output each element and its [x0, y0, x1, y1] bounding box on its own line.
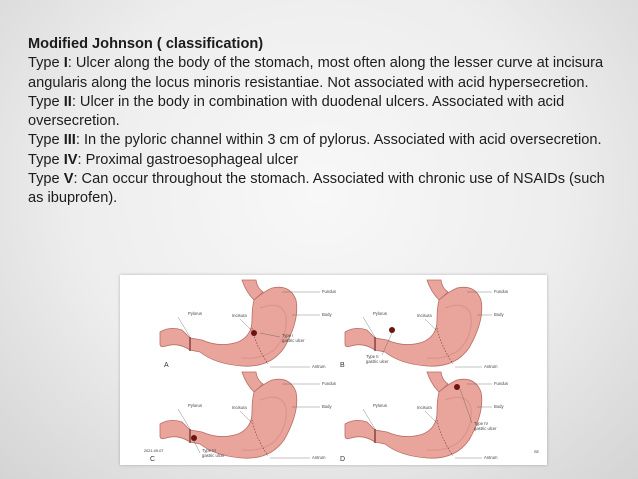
ulcer-type-label: Type I [282, 333, 294, 338]
slide-heading: Modified Johnson ( classification) [28, 36, 264, 52]
type-prefix: Type [28, 171, 64, 188]
body-label: Body [494, 404, 504, 409]
type-description: : Ulcer in the body in combination with duodenal ulcers. Associated with acid oversecretion. [28, 93, 565, 130]
panel-letter: A [164, 362, 169, 369]
type-5-item [28, 170, 618, 209]
pylorus-label: Pylorus [373, 311, 387, 316]
antrum-label: Antrum [484, 455, 498, 460]
ulcer-type-label-line2: gastric ulcer [202, 453, 225, 458]
panel-letter: C [150, 456, 156, 463]
type-description: : Can occur throughout the stomach. Associated with chronic use of NSAIDs (such as ibuprofen). [28, 171, 605, 207]
incisura-label: Incisura [232, 405, 247, 410]
panel-letter: D [340, 456, 346, 463]
pylorus-label: Pylorus [188, 403, 202, 408]
panel-letter: B [340, 362, 345, 369]
type-3-item [28, 131, 618, 150]
antrum-label: Antrum [312, 364, 326, 369]
type-numeral: III [63, 132, 76, 149]
ulcer-type-label-line2: gastric ulcer [282, 338, 305, 343]
corner-mark: SE [534, 450, 540, 454]
type-description: : Proximal gastroesophageal ulcer [77, 151, 299, 168]
type-prefix: Type [28, 132, 64, 149]
ulcer-marker-c [191, 435, 197, 441]
ulcer-type-label: Type II [366, 354, 379, 359]
pylorus-label: Pylorus [188, 311, 202, 316]
fundus-label: Fundus [322, 289, 336, 294]
type-1-item [28, 54, 618, 93]
fundus-label: Fundus [494, 381, 508, 386]
figure-svg [120, 275, 547, 465]
stomach-ulcer-figure [120, 275, 547, 465]
body-label: Body [494, 312, 504, 317]
type-prefix: Type [28, 151, 64, 168]
type-prefix: Type [28, 93, 64, 110]
figure-date-stamp: 2021-09-07 [144, 449, 164, 453]
fundus-label: Fundus [322, 381, 336, 386]
body-label: Body [322, 312, 332, 317]
stomach-d [345, 372, 482, 458]
stomach-c [160, 372, 297, 458]
panel-a [160, 280, 336, 369]
body-label: Body [322, 404, 332, 409]
classification-text [28, 35, 618, 209]
panel-c [144, 372, 336, 463]
type-2-item [28, 93, 618, 132]
incisura-label: Incisura [232, 313, 247, 318]
type-4-item [28, 151, 618, 170]
ulcer-marker-d [454, 384, 460, 390]
incisura-label: Incisura [417, 405, 432, 410]
type-description: : In the pyloric channel within 3 cm of pylorus. Associated with acid oversecretion. [75, 132, 602, 149]
type-numeral: IV [63, 151, 78, 168]
ulcer-marker-b [389, 327, 395, 333]
panel-d [340, 372, 540, 463]
antrum-label: Antrum [484, 364, 498, 369]
ulcer-type-label: Type III [202, 448, 216, 453]
incisura-label: Incisura [417, 313, 432, 318]
type-prefix: Type [28, 55, 64, 72]
ulcer-type-label-line2: gastric ulcer [474, 426, 497, 431]
panel-b [340, 280, 508, 369]
type-numeral: II [63, 93, 72, 110]
type-description: : Ulcer along the body of the stomach, most often along the lesser curve at incisura angularis along the locus minoris resistantiae. Not associated with acid hypersecretion. [28, 55, 604, 91]
fundus-label: Fundus [494, 289, 508, 294]
antrum-label: Antrum [312, 455, 326, 460]
stomach-a [160, 280, 297, 366]
ulcer-type-label-line2: gastric ulcer [366, 359, 389, 364]
ulcer-type-label: Type IV [474, 421, 489, 426]
type-numeral: V [63, 171, 74, 188]
pylorus-label: Pylorus [373, 403, 387, 408]
type-numeral: I [63, 55, 68, 72]
